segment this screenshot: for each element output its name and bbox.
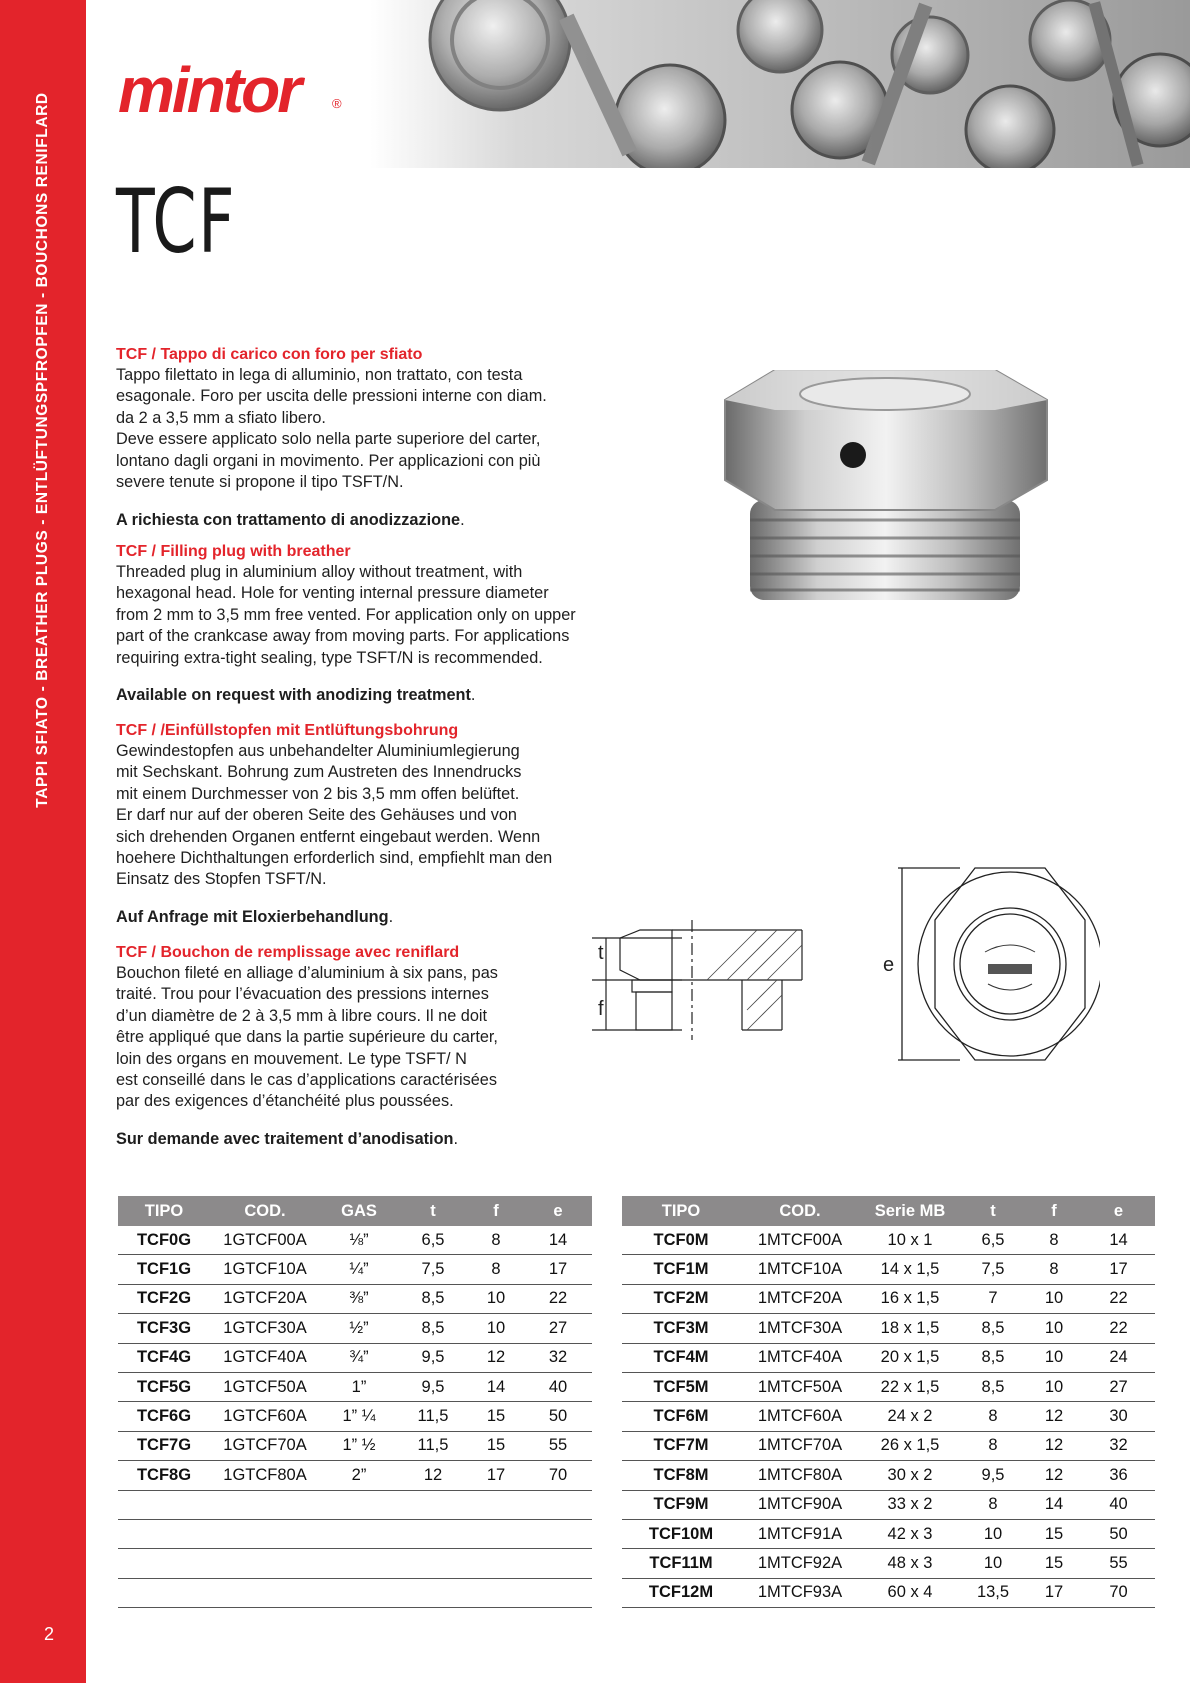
table-cell: 32 [1082,1431,1155,1460]
table-cell: 36 [1082,1461,1155,1490]
column-header: Serie MB [860,1196,960,1226]
description-heading: TCF / /Einfüllstopfen mit Entlüftungsbohrung [116,722,459,739]
table-row [622,1519,1155,1548]
table-cell: 15 [468,1431,524,1460]
front-view-drawing [880,860,1100,1070]
table-row [118,1490,592,1519]
table-cell: 8 [960,1402,1026,1431]
table-cell: 10 [468,1284,524,1313]
table-cell: 10 [1026,1343,1082,1372]
table-cell: 8 [468,1255,524,1284]
table-cell: 48 x 3 [860,1549,960,1578]
description-body: Threaded plug in aluminium alloy without treatment, with hexagonal head. Hole for venting internal pressure diameter from 2 mm to 3,5 mm free vented. For application only on upper part of the crankcase away from moving parts. For applications requiring extra-tight sealing, type TSFT/N is recommended. [116,563,576,667]
dimension-label-f: f [598,998,604,1020]
table-cell: 9,5 [398,1372,468,1401]
table-cell [320,1519,398,1548]
table-row [118,1578,592,1607]
table-cell: TCF6M [622,1402,740,1431]
header-product-photo [370,0,1190,168]
table-row [622,1314,1155,1343]
table-cell [210,1578,320,1607]
description-note: Available on request with anodizing treatment [116,686,471,705]
table-row [118,1284,592,1313]
table-cell [320,1490,398,1519]
description-heading: TCF / Tappo di carico con foro per sfiato [116,346,423,363]
table-cell [210,1490,320,1519]
description-heading: TCF / Filling plug with breather [116,543,351,560]
table-cell [320,1578,398,1607]
table-cell: 1GTCF80A [210,1461,320,1490]
table-row [118,1226,592,1255]
description-body: Tappo filettato in lega di alluminio, non trattato, con testa esagonale. Foro per uscita delle pressioni interne con diam. da 2 a 3,5 mm a sfiato libero. Deve essere applicato solo nella parte superiore del carter, lontano dagli organi in movimento. Per applicazioni con più severe tenute si propone il tipo TSFT/N. [116,366,547,492]
table-cell: 12 [398,1461,468,1490]
product-title: TCF [116,170,237,273]
table-cell [468,1490,524,1519]
table-cell: 40 [524,1372,592,1401]
table-cell: TCF4G [118,1343,210,1372]
table-cell: 30 x 2 [860,1461,960,1490]
table-cell [524,1490,592,1519]
sidebar [0,0,86,1683]
dimension-label-t: t [598,942,604,964]
table-cell: 15 [468,1402,524,1431]
table-row [622,1284,1155,1313]
column-header: COD. [210,1196,320,1226]
table-cell: TCF0M [622,1226,740,1255]
table-cell: 1MTCF91A [740,1519,860,1548]
table-cell: 17 [524,1255,592,1284]
table-cell: TCF2G [118,1284,210,1313]
description-note-suffix: . [453,1130,459,1149]
table-cell: 15 [1026,1519,1082,1548]
table-cell: TCF3M [622,1314,740,1343]
table-cell: 1GTCF20A [210,1284,320,1313]
table-row [622,1372,1155,1401]
description-note-suffix: . [470,686,476,705]
table-cell [210,1519,320,1548]
table-cell: 50 [524,1402,592,1431]
table-cell: 20 x 1,5 [860,1343,960,1372]
table-cell: 1GTCF70A [210,1431,320,1460]
table-cell: 55 [524,1431,592,1460]
table-cell [468,1578,524,1607]
table-row [118,1372,592,1401]
brand-logo: mintor [118,54,300,126]
product-photo [695,370,1075,610]
table-cell: TCF5G [118,1372,210,1401]
table-cell: 10 [960,1549,1026,1578]
table-cell: 12 [1026,1431,1082,1460]
table-cell: 1MTCF40A [740,1343,860,1372]
column-header: f [1026,1196,1082,1226]
table-cell [468,1549,524,1578]
table-cell: TCF8M [622,1461,740,1490]
table-cell: 1MTCF60A [740,1402,860,1431]
table-cell: 1MTCF93A [740,1578,860,1607]
table-cell [524,1519,592,1548]
table-cell [398,1490,468,1519]
table-row [622,1402,1155,1431]
table-cell: ⅛” [320,1226,398,1255]
table-cell: 1MTCF30A [740,1314,860,1343]
table-row [118,1519,592,1548]
table-cell [320,1549,398,1578]
description-french [116,942,636,1167]
table-cell: TCF2M [622,1284,740,1313]
table-cell: 22 x 1,5 [860,1372,960,1401]
table-cell: 9,5 [398,1343,468,1372]
table-cell: 12 [1026,1461,1082,1490]
table-cell: 8,5 [398,1284,468,1313]
table-cell: 1MTCF80A [740,1461,860,1490]
table-cell: ¼” [320,1255,398,1284]
table-cell: 24 [1082,1343,1155,1372]
description-body: Bouchon fileté en alliage d’aluminium à six pans, pas traité. Trou pour l’évacuation des pressions internes d’un diamètre de 2 à 3,5 mm à libre cours. Il ne doit être appliqué que dans la partie supérieure du carter, loin des organs en mouvement. Le type TSFT/ N est conseillé dans le cas d’applications caractérisées par des exigences d’étanchéité plus poussées. [116,964,498,1111]
table-row [118,1314,592,1343]
table-cell: TCF7G [118,1431,210,1460]
table-cell: 70 [524,1461,592,1490]
table-row [622,1343,1155,1372]
table-row [118,1255,592,1284]
column-header: f [468,1196,524,1226]
table-row [118,1549,592,1578]
table-cell: 10 x 1 [860,1226,960,1255]
table-cell [468,1519,524,1548]
table-cell: 7,5 [960,1255,1026,1284]
table-cell: ⅜” [320,1284,398,1313]
table-cell [524,1578,592,1607]
table-cell: TCF11M [622,1549,740,1578]
table-cell: 26 x 1,5 [860,1431,960,1460]
table-cell: 6,5 [398,1226,468,1255]
table-cell: TCF5M [622,1372,740,1401]
table-cell: 8 [960,1490,1026,1519]
table-cell: 27 [1082,1372,1155,1401]
table-cell: TCF12M [622,1578,740,1607]
description-note-suffix: . [460,510,465,529]
description-note: Sur demande avec traitement d’anodisation [116,1130,454,1149]
table-cell [524,1549,592,1578]
table-cell: 22 [1082,1314,1155,1343]
table-cell: 14 [1082,1226,1155,1255]
table-cell: 9,5 [960,1461,1026,1490]
table-cell: 1MTCF90A [740,1490,860,1519]
table-row [118,1461,592,1490]
table-cell: 8 [468,1226,524,1255]
table-cell: 30 [1082,1402,1155,1431]
metric-thread-table [622,1196,1155,1608]
table-cell: TCF9M [622,1490,740,1519]
table-cell: 8,5 [960,1314,1026,1343]
table-row [622,1226,1155,1255]
column-header: GAS [320,1196,398,1226]
table-cell: TCF8G [118,1461,210,1490]
table-cell: 42 x 3 [860,1519,960,1548]
table-cell [118,1490,210,1519]
table-row [622,1490,1155,1519]
table-cell: 60 x 4 [860,1578,960,1607]
table-row [622,1549,1155,1578]
column-header: t [960,1196,1026,1226]
table-cell: 8 [1026,1226,1082,1255]
table-cell: 70 [1082,1578,1155,1607]
table-cell: 18 x 1,5 [860,1314,960,1343]
table-cell: TCF1G [118,1255,210,1284]
table-cell: 22 [1082,1284,1155,1313]
table-cell: 1GTCF60A [210,1402,320,1431]
table-cell: 10 [468,1314,524,1343]
table-cell: 32 [524,1343,592,1372]
table-cell: TCF7M [622,1431,740,1460]
table-cell: 8,5 [960,1343,1026,1372]
column-header: t [398,1196,468,1226]
section-drawing [592,920,882,1050]
table-cell: 1” [320,1372,398,1401]
table-row [622,1461,1155,1490]
table-cell: 10 [960,1519,1026,1548]
table-cell: 50 [1082,1519,1155,1548]
description-note-suffix: . [388,908,394,927]
table-cell: 6,5 [960,1226,1026,1255]
table-cell: 14 x 1,5 [860,1255,960,1284]
registered-mark: ® [332,96,342,111]
table-cell: ¾” [320,1343,398,1372]
table-row [622,1578,1155,1607]
table-cell [398,1519,468,1548]
gas-thread-table [118,1196,592,1608]
table-cell: 17 [1026,1578,1082,1607]
table-cell: 14 [468,1372,524,1401]
table-cell: 33 x 2 [860,1490,960,1519]
table-cell: 40 [1082,1490,1155,1519]
table-cell: 14 [524,1226,592,1255]
table-cell: 14 [1026,1490,1082,1519]
table-cell [118,1519,210,1548]
description-note: A richiesta con trattamento di anodizzazione [116,510,461,529]
table-cell [118,1578,210,1607]
vent-hole [840,442,866,468]
table-cell: TCF3G [118,1314,210,1343]
table-cell: 8 [1026,1255,1082,1284]
table-cell [210,1549,320,1578]
table-cell [118,1549,210,1578]
table-cell: 1MTCF50A [740,1372,860,1401]
page-number: 2 [44,1624,55,1644]
table-cell: TCF1M [622,1255,740,1284]
column-header: TIPO [622,1196,740,1226]
table-cell: TCF10M [622,1519,740,1548]
column-header: e [524,1196,592,1226]
table-cell: 10 [1026,1284,1082,1313]
table-cell: 1MTCF70A [740,1431,860,1460]
description-note: Auf Anfrage mit Eloxierbehandlung [116,908,389,927]
column-header: TIPO [118,1196,210,1226]
table-cell: 10 [1026,1314,1082,1343]
table-cell: 1GTCF10A [210,1255,320,1284]
table-cell: 1MTCF10A [740,1255,860,1284]
table-cell: ½” [320,1314,398,1343]
description-english [116,541,656,723]
description-heading: TCF / Bouchon de remplissage avec reniflard [116,944,460,961]
table-cell: 10 [1026,1372,1082,1401]
table-cell: 16 x 1,5 [860,1284,960,1313]
table-cell: 22 [524,1284,592,1313]
sidebar-vertical-text: TAPPI SFIATO - BREATHER PLUGS - ENTLÜFTUNGSPFROPFEN - BOUCHONS RENIFLARD [34,92,51,808]
table-cell: 1” ¼ [320,1402,398,1431]
table-cell: 11,5 [398,1402,468,1431]
table-cell: TCF6G [118,1402,210,1431]
thread-section [750,500,1020,600]
column-header: e [1082,1196,1155,1226]
table-cell: TCF4M [622,1343,740,1372]
table-cell: 17 [1082,1255,1155,1284]
dimension-label-e: e [883,954,895,976]
table-cell [398,1578,468,1607]
table-cell: 17 [468,1461,524,1490]
table-cell: 11,5 [398,1431,468,1460]
description-italian [116,344,636,547]
table-cell: 27 [524,1314,592,1343]
table-cell: 1GTCF30A [210,1314,320,1343]
table-cell [398,1549,468,1578]
table-cell: 1MTCF92A [740,1549,860,1578]
table-cell: 12 [468,1343,524,1372]
table-cell: 2” [320,1461,398,1490]
table-cell: 12 [1026,1402,1082,1431]
table-cell: 1MTCF00A [740,1226,860,1255]
table-cell: 7,5 [398,1255,468,1284]
table-cell: 55 [1082,1549,1155,1578]
table-cell: 1MTCF20A [740,1284,860,1313]
table-row [118,1402,592,1431]
table-row [118,1431,592,1460]
description-body: Gewindestopfen aus unbehandelter Aluminiumlegierung mit Sechskant. Bohrung zum Austreten des Innendrucks mit einem Durchmesser von 2 bis 3,5 mm offen belüftet. Er darf nur auf der oberen Seite des Gehäuses und von sich drehenden Organen entfernt eingebaut werden. Wenn hoehere Dichthaltungen erforderlich sind, empfiehlt man den Einsatz des Stopfen TSFT/N. [116,742,553,889]
table-row [118,1343,592,1372]
table-row [622,1255,1155,1284]
table-cell: 1GTCF50A [210,1372,320,1401]
table-cell: 1GTCF00A [210,1226,320,1255]
table-cell: 8 [960,1431,1026,1460]
table-cell: 8,5 [398,1314,468,1343]
table-row [622,1431,1155,1460]
column-header: COD. [740,1196,860,1226]
table-cell: 24 x 2 [860,1402,960,1431]
table-cell: 8,5 [960,1372,1026,1401]
table-cell: 15 [1026,1549,1082,1578]
description-german [116,720,636,945]
table-cell: TCF0G [118,1226,210,1255]
table-cell: 13,5 [960,1578,1026,1607]
table-cell: 1” ½ [320,1431,398,1460]
table-cell: 1GTCF40A [210,1343,320,1372]
table-cell: 7 [960,1284,1026,1313]
